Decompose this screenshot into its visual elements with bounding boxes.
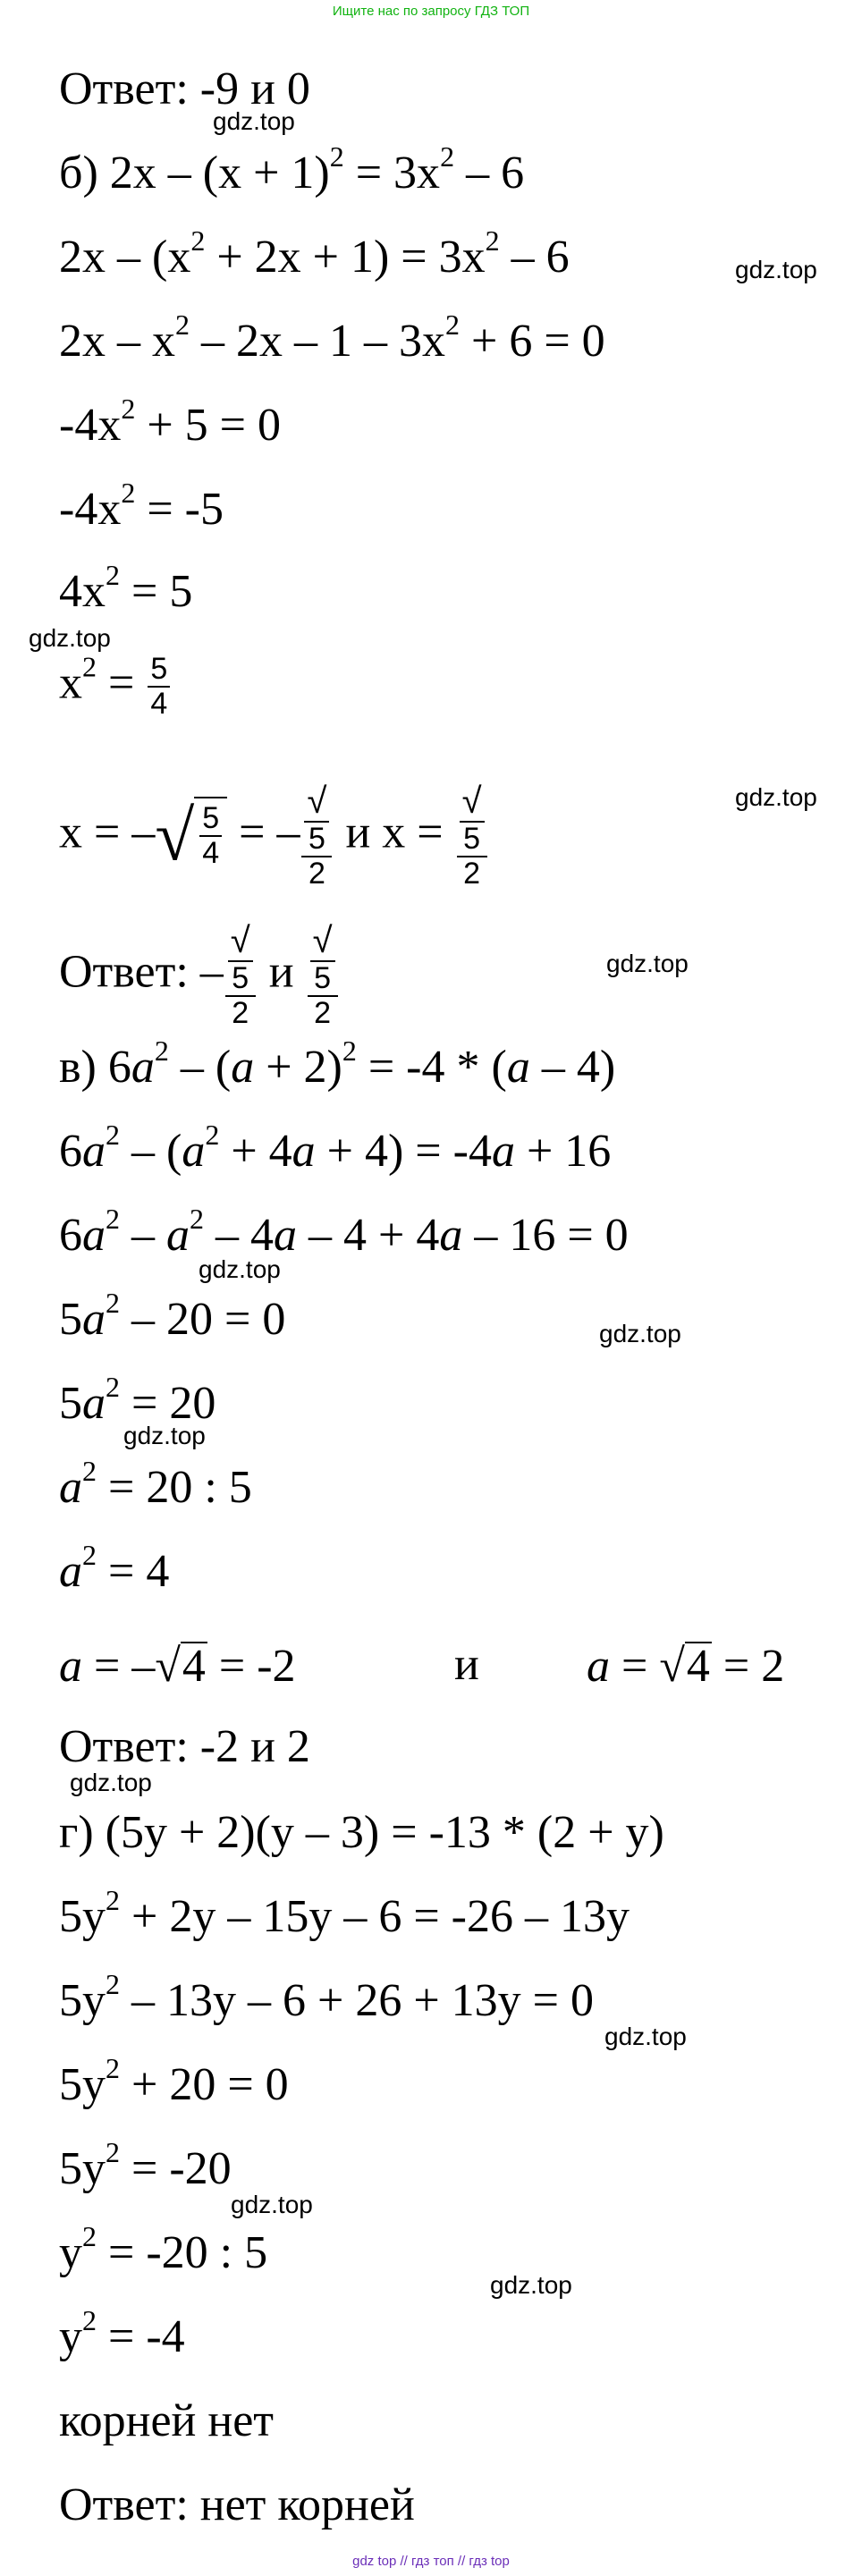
equation-d-line-5: $5y^2 = -20$ xyxy=(59,2136,232,2194)
equation-b-line-3: $2x - x^2 - 2x - 1 - 3x^2 + 6 = 0$ xyxy=(59,308,605,367)
equation-c-line-8-right: a = √4 = 2 xyxy=(587,1641,785,1692)
equation-c-line-8-and: и xyxy=(454,1639,479,1690)
equation-b-line-6: $4x^2 = 5$ xyxy=(59,559,193,617)
equation-d-line-7: $y^2 = -4$ xyxy=(59,2304,185,2362)
equation-c-line-3: $6a^2 - a^2 - 4a - 4 + 4a - 16 = 0$ xyxy=(59,1203,629,1261)
radicand: $\frac{5}{4}$ xyxy=(194,797,227,874)
watermark: gdz.top xyxy=(604,2023,687,2050)
equation-b-line-8: x = –√ $\frac{5}{4}$ = – √ 5 2 и x = √ 5 2 xyxy=(59,781,489,891)
equation-d-line-3: $5y^2 - 13y - 6 + 26 + 13y = 0$ xyxy=(59,1968,594,2026)
equation-b-line-4: $-4x^2 + 5 = 0$ xyxy=(59,393,281,451)
watermark: gdz.top xyxy=(735,783,817,811)
answer-d: Ответ: нет корней xyxy=(59,2479,415,2530)
no-roots-text: корней нет xyxy=(59,2395,274,2446)
radical-sign-icon: √ xyxy=(659,1641,685,1692)
equation-c-line-2: $6a^2 - (a^2 + 4a + 4) = -4a + 16$ xyxy=(59,1119,612,1177)
equation-d-line-1: г) (5y + 2)(y – 3) = -13 * (2 + y) xyxy=(59,1807,664,1858)
equation-b-line-1: б) $2x - (x + 1)^2 = 3x^2 - 6$ xyxy=(59,140,525,198)
equation-d-line-4: $5y^2 + 20 = 0$ xyxy=(59,2052,289,2110)
bottom-banner[interactable]: gdz top // гдз топ // гдз top xyxy=(352,2554,510,2569)
equation-c-line-4: $5a^2 - 20 = 0$ xyxy=(59,1287,286,1345)
watermark: gdz.top xyxy=(231,2191,313,2218)
equation-c-line-7: $a^2 = 4$ xyxy=(59,1539,170,1597)
equation-c-line-1: в) $6a^2 - (a + 2)^2 = -4 * (a - 4)$ xyxy=(59,1035,616,1093)
fraction-root5-over-2: √ 5 2 xyxy=(457,781,487,891)
watermark: gdz.top xyxy=(606,950,689,977)
watermark: gdz.top xyxy=(70,1769,152,1796)
watermark: gdz.top xyxy=(599,1320,681,1347)
watermark: gdz.top xyxy=(735,256,817,283)
answer-b: Ответ: – √ 5 2 и √ 5 2 xyxy=(59,921,340,1031)
equation-b-line-5: $-4x^2 = -5$ xyxy=(59,477,224,535)
fraction-root5-over-2: √ 5 2 xyxy=(301,781,332,891)
equation-d-line-6: $y^2 = -20$ : 5 xyxy=(59,2220,268,2278)
equation-c-line-5: $5a^2 = 20$ xyxy=(59,1371,216,1429)
radical-sign-icon: √ xyxy=(155,1641,181,1692)
equation-b-line-2: $2x - (x^2 + 2x + 1) = 3x^2 - 6$ xyxy=(59,224,570,283)
equation-c-line-8-left: a = –√4 = -2 xyxy=(59,1641,296,1692)
watermark: gdz.top xyxy=(199,1255,281,1283)
watermark: gdz.top xyxy=(123,1422,206,1449)
equation-d-line-2: $5y^2 + 2y - 15y - 6 = -26 - 13y$ xyxy=(59,1884,630,1942)
equation-b-line-7: $x^2$ = $\frac{5}{4}$ xyxy=(59,653,172,722)
answer-a: Ответ: -9 и 0 xyxy=(59,63,310,114)
top-search-banner[interactable]: Ищите нас по запросу ГДЗ ТОП xyxy=(332,4,530,19)
watermark: gdz.top xyxy=(213,107,295,135)
equation-c-line-6: $a^2 = 20$ : 5 xyxy=(59,1455,252,1513)
fraction-five-quarters: $\frac{5}{4}$ xyxy=(148,653,170,722)
answer-c: Ответ: -2 и 2 xyxy=(59,1721,310,1772)
radical-sign-icon: √ xyxy=(155,797,195,876)
watermark: gdz.top xyxy=(490,2271,572,2299)
watermark: gdz.top xyxy=(29,624,111,652)
